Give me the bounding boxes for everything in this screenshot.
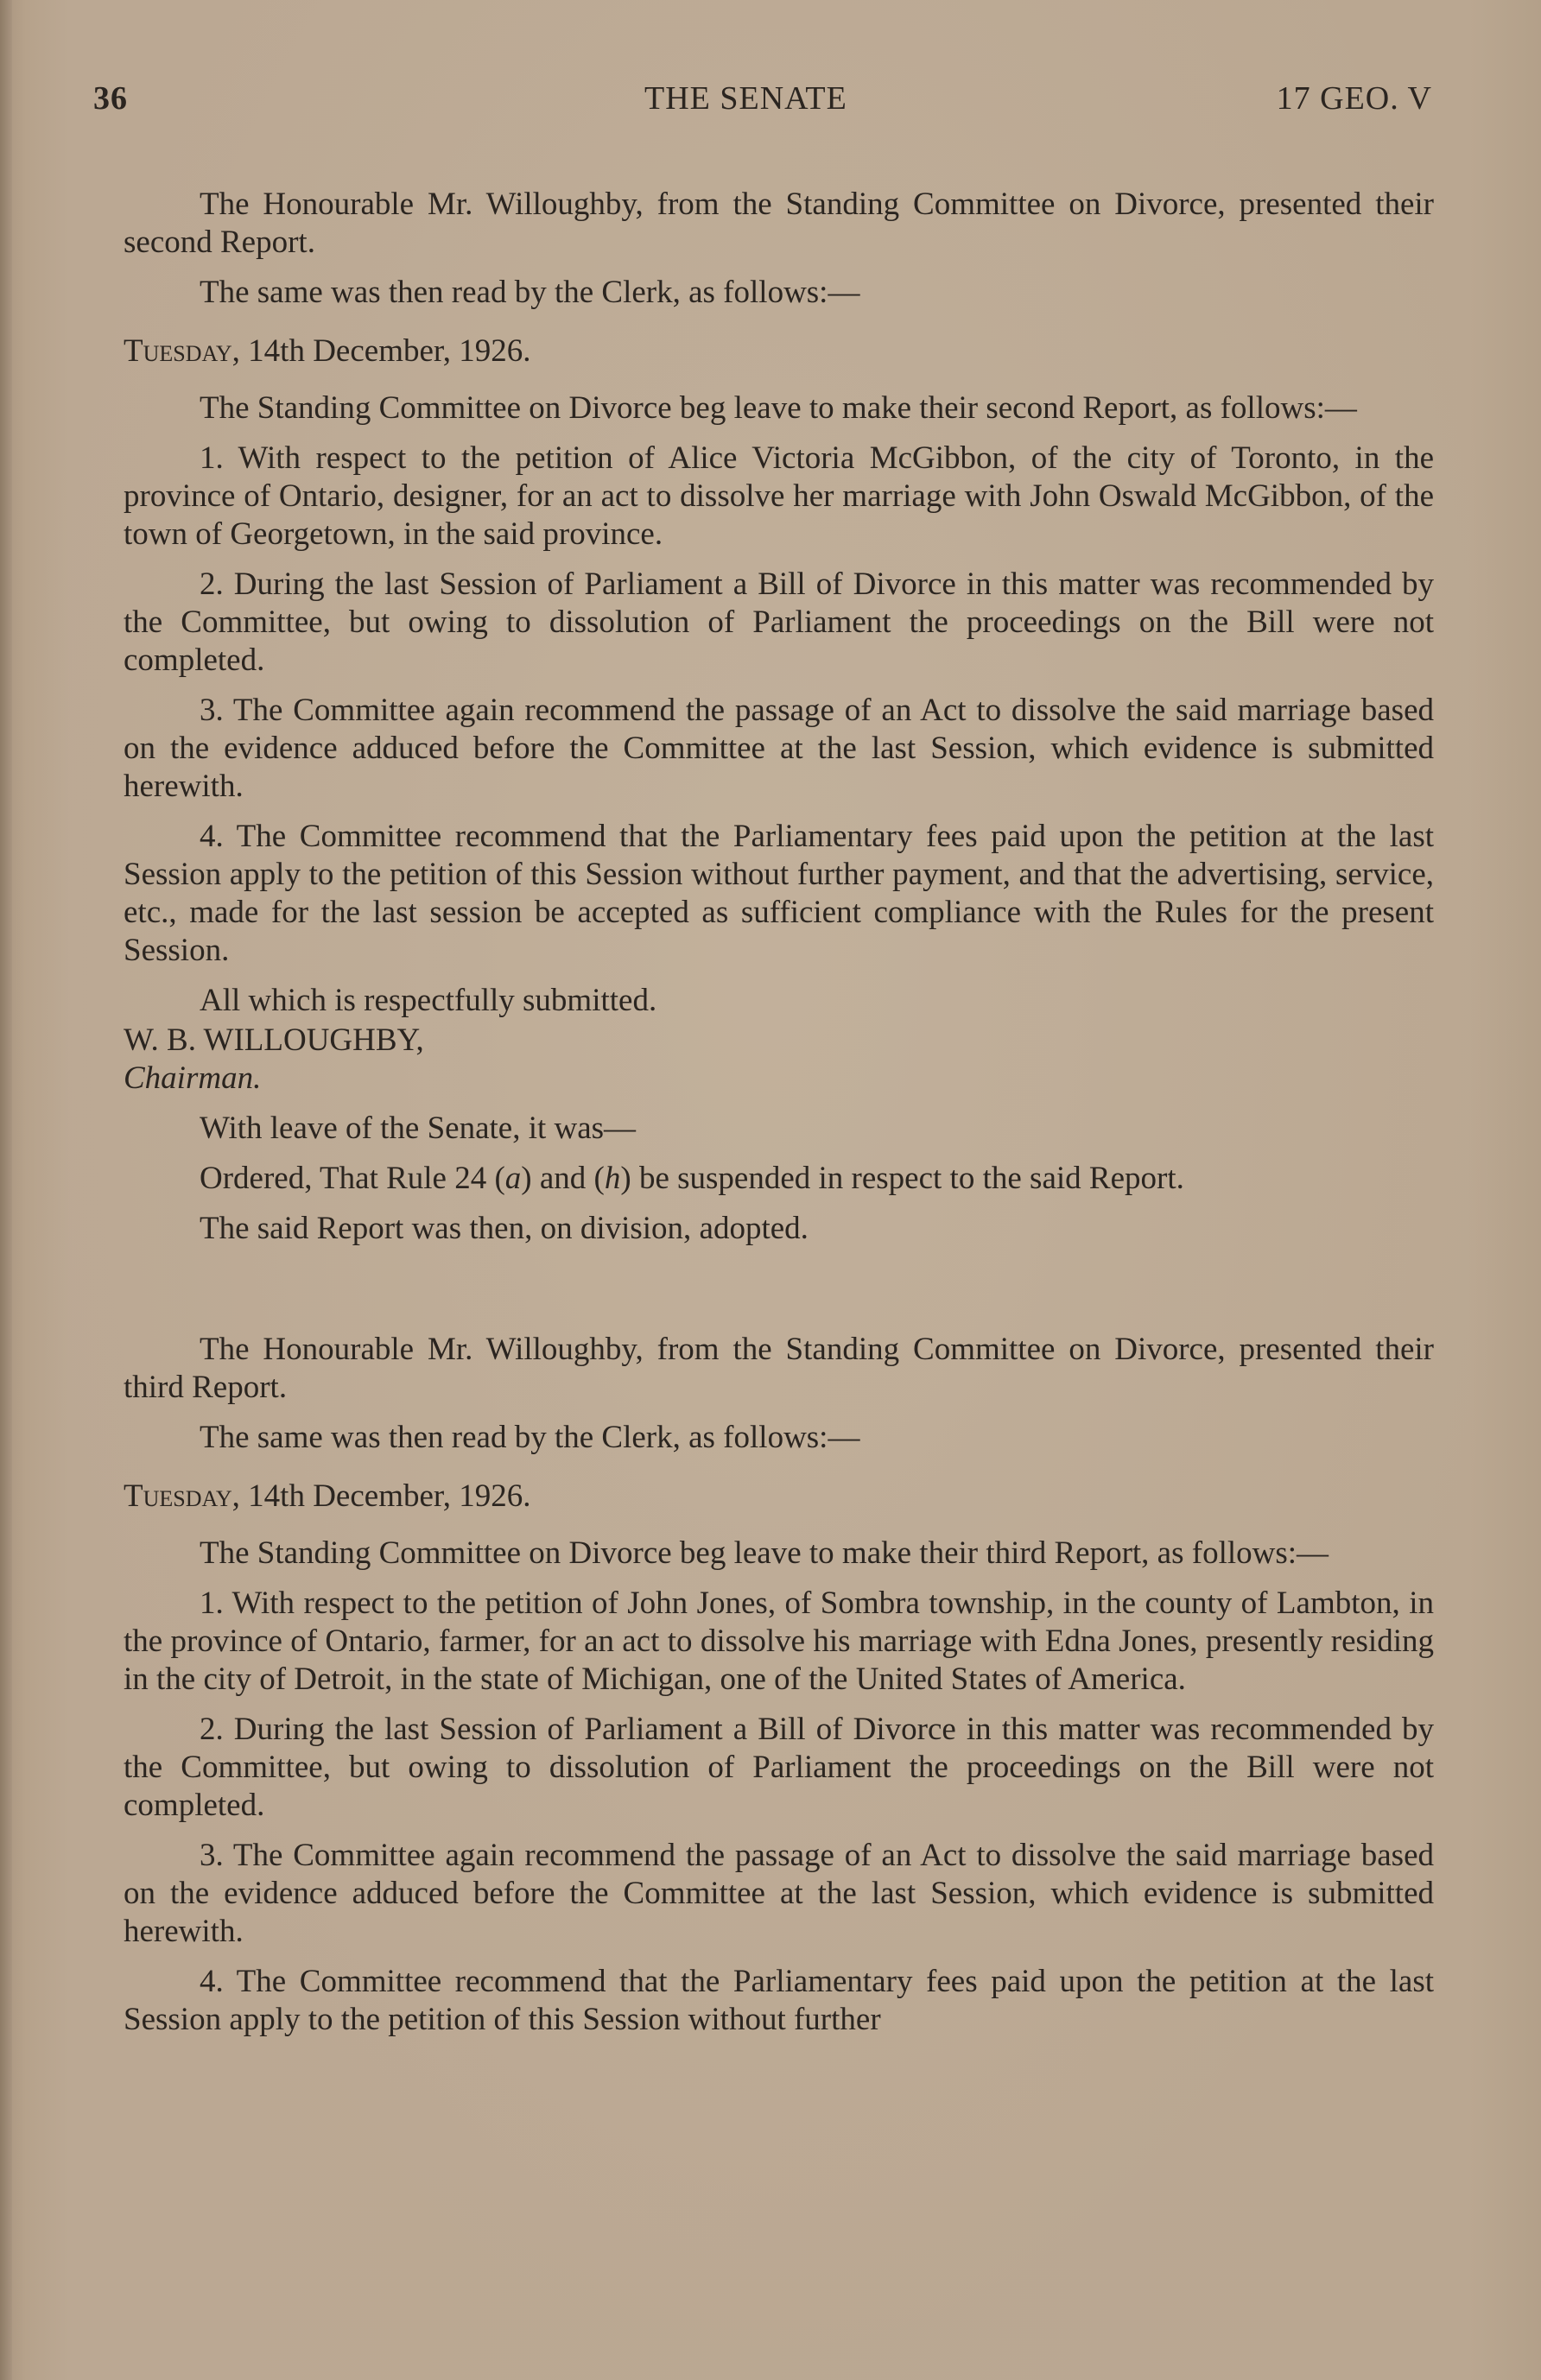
- ordered-text-2: ) and (: [521, 1161, 605, 1196]
- second-report-item-3: 3. The Committee again recommend the passage of an Act to dissolve the said marriage based on the evidence adduced before the Committee at the last Session, which evidence is submitted herewith.: [124, 693, 1434, 804]
- second-report-signatory: W. B. WILLOUGHBY,: [124, 1022, 424, 1058]
- second-report-item-1: 1. With respect to the petition of Alice Victoria McGibbon, of the city of Toronto, in the province of Ontario, designer, for an act to dissolve her marriage with John Oswald McGibbon, of the town of Georgetown, in the said province.: [124, 440, 1434, 552]
- second-report-signatory-title: Chairman.: [124, 1060, 262, 1096]
- second-report-section: [124, 186, 1434, 1248]
- page-number: 36: [93, 80, 128, 117]
- second-report-leave: With leave of the Senate, it was—: [200, 1111, 637, 1146]
- date-rest: , 14th December, 1926.: [231, 333, 531, 369]
- date-day: Tuesday: [124, 333, 232, 369]
- second-report-ordered: [124, 1160, 1434, 1198]
- third-report-preamble: The Standing Committee on Divorce beg leave to make their third Report, as follows:—: [200, 1535, 1329, 1571]
- rule-clause-a: a: [504, 1161, 522, 1196]
- second-report-preamble: The Standing Committee on Divorce beg leave to make their second Report, as follows:—: [200, 390, 1357, 426]
- second-report-submitted: All which is respectfully submitted.: [200, 983, 657, 1018]
- ordered-text-1: Ordered, That Rule 24 (: [200, 1161, 505, 1196]
- third-report-item-3: 3. The Committee again recommend the passage of an Act to dissolve the said marriage based on the evidence adduced before the Committee at the last Session, which evidence is submitted herewith.: [124, 1838, 1434, 1949]
- second-report-intro: The Honourable Mr. Willoughby, from the Standing Committee on Divorce, presented their second Report.: [124, 187, 1434, 260]
- second-report-dateline: [124, 332, 1434, 370]
- third-report-item-2: 2. During the last Session of Parliament a Bill of Divorce in this matter was recommended by the Committee, but owing to dissolution of Parliament the proceedings on the Bill were not completed.: [124, 1712, 1434, 1823]
- running-title: THE SENATE: [644, 80, 847, 117]
- date-day: Tuesday: [124, 1478, 232, 1514]
- ordered-text-3: ) be suspended in respect to the said Report.: [620, 1161, 1184, 1196]
- page-body: [124, 186, 1434, 2039]
- third-report-read-line: The same was then read by the Clerk, as follows:—: [200, 1420, 860, 1455]
- third-report-item-4: 4. The Committee recommend that the Parliamentary fees paid upon the petition at the last Session apply to the petition of this Session without further: [124, 1964, 1434, 2037]
- second-report-item-4: 4. The Committee recommend that the Parliamentary fees paid upon the petition at the last Session apply to the petition of this Session without further payment, and that the advertising, service, etc., made for the last session be accepted as sufficient compliance with the Rules for the present Session.: [124, 819, 1434, 968]
- third-report-item-1: 1. With respect to the petition of John Jones, of Sombra township, in the county of Lambton, in the province of Ontario, farmer, for an act to dissolve his marriage with Edna Jones, presently residing in the city of Detroit, in the state of Michigan, one of the United States of America.: [124, 1586, 1434, 1697]
- second-report-adopted: The said Report was then, on division, adopted.: [200, 1211, 809, 1246]
- third-report-intro: The Honourable Mr. Willoughby, from the Standing Committee on Divorce, presented their third Report.: [124, 1332, 1434, 1405]
- date-rest: , 14th December, 1926.: [231, 1478, 531, 1514]
- third-report-section: [124, 1331, 1434, 2039]
- second-report-item-2: 2. During the last Session of Parliament a Bill of Divorce in this matter was recommended by the Committee, but owing to dissolution of Parliament the proceedings on the Bill were not completed.: [124, 567, 1434, 678]
- page-edge-shadow: [0, 0, 12, 2380]
- running-header: [93, 79, 1432, 121]
- third-report-dateline: [124, 1478, 1434, 1516]
- rule-clause-h: h: [604, 1161, 621, 1196]
- regnal-year: 17 GEO. V: [1276, 80, 1432, 117]
- second-report-read-line: The same was then read by the Clerk, as follows:—: [200, 275, 860, 310]
